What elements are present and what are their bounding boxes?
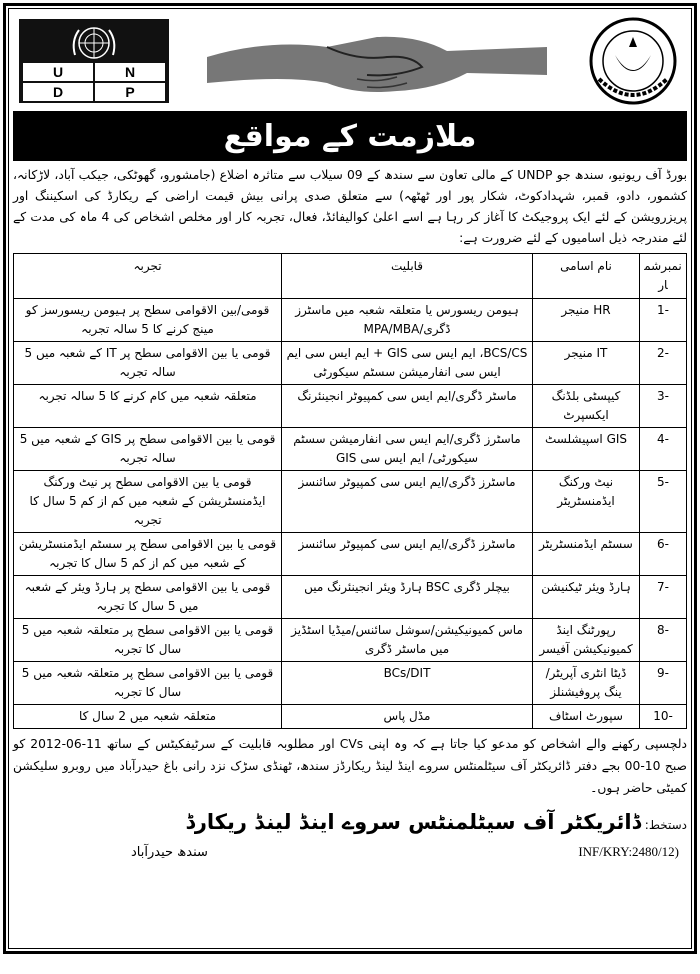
un-emblem-icon	[23, 25, 165, 61]
vacancies-table	[13, 253, 687, 729]
header-experience: تجربہ	[14, 254, 282, 299]
page-title: ملازمت کے مواقع	[13, 111, 687, 161]
logo-letter: U	[23, 63, 93, 81]
signatory-name: ڈائریکٹر آف سیٹلمنٹس سروے اینڈ لینڈ ریکارڈ	[185, 810, 641, 834]
post-cell: نیٹ ورکنگ ایڈمنسٹریٹر	[533, 471, 640, 533]
header-qualification: قابلیت	[282, 254, 533, 299]
table-row	[14, 662, 687, 705]
qualification-cell: ماسٹرز ڈگری/ایم ایس سی کمپیوٹر سائنسز	[282, 471, 533, 533]
experience-cell: قومی یا بین الاقوامی سطح پر IT کے شعبہ میں 5 سالہ تجربہ	[14, 342, 282, 385]
serial-cell: -8	[640, 619, 687, 662]
header-images	[13, 15, 687, 107]
sindh-government-seal	[585, 15, 681, 107]
experience-cell: قومی یا بین الاقوامی سطح پر سسٹم ایڈمنسٹریشن کے شعبہ میں کم از کم 5 سال کا تجربہ	[14, 533, 282, 576]
experience-cell: قومی یا بین الاقوامی سطح پر متعلقہ شعبہ میں 5 سال کا تجربہ	[14, 662, 282, 705]
qualification-cell: ماسٹر ڈگری/ایم ایس سی کمپیوٹر انجینئرنگ	[282, 385, 533, 428]
handshake-image	[207, 17, 547, 105]
qualification-cell: ہیومن ریسورس یا متعلقہ شعبہ میں ماسٹرز ڈگری/MPA/MBA	[282, 299, 533, 342]
table-row	[14, 385, 687, 428]
post-cell: GIS اسپیشلسٹ	[533, 428, 640, 471]
outer-border	[3, 3, 697, 954]
qualification-cell: BCs/DIT	[282, 662, 533, 705]
experience-cell: قومی یا بین الاقوامی سطح پر متعلقہ شعبہ میں 5 سال کا تجربہ	[14, 619, 282, 662]
post-cell: IT منیجر	[533, 342, 640, 385]
qualification-cell: ماسٹرز ڈگری/ایم ایس سی انفارمیشن سسٹم سیکورٹی/ ایم ایس سی GIS	[282, 428, 533, 471]
table-row	[14, 471, 687, 533]
table-row	[14, 576, 687, 619]
serial-cell: -6	[640, 533, 687, 576]
table-row	[14, 619, 687, 662]
header-serial: نمبرشمار	[640, 254, 687, 299]
post-cell: رپورٹنگ اینڈ کمیونیکیشن آفیسر	[533, 619, 640, 662]
table-row	[14, 533, 687, 576]
serial-cell: -2	[640, 342, 687, 385]
experience-cell: قومی یا بین الاقوامی سطح پر نیٹ ورکنگ ایڈمنسٹریشن کے شعبہ میں کم از کم 5 سال کا تجربہ	[14, 471, 282, 533]
serial-cell: -9	[640, 662, 687, 705]
logo-letter: N	[95, 63, 165, 81]
table-row	[14, 342, 687, 385]
experience-cell: قومی/بین الاقوامی سطح پر ہیومن ریسورسز کو مینج کرنے کا 5 سالہ تجربہ	[14, 299, 282, 342]
experience-cell: متعلقہ شعبہ میں 2 سال کا	[14, 705, 282, 729]
bottom-row	[13, 844, 687, 860]
reference-number: INF/KRY:2480/12)	[578, 844, 679, 859]
table-row	[14, 299, 687, 342]
post-cell: کیپسٹی بلڈنگ ایکسپرٹ	[533, 385, 640, 428]
experience-cell: قومی یا بین الاقوامی سطح پر ہارڈ ویئر کے شعبہ میں 5 سال کا تجربہ	[14, 576, 282, 619]
post-cell: سسٹم ایڈمنسٹریٹر	[533, 533, 640, 576]
post-cell: HR منیجر	[533, 299, 640, 342]
serial-cell: -1	[640, 299, 687, 342]
qualification-cell: BCS/CS، ایم ایس سی GIS + ایم ایس سی ایم ایس سی انفارمیشن سسٹم سیکورٹی	[282, 342, 533, 385]
inner-border	[8, 8, 692, 949]
undp-logo	[19, 19, 169, 103]
table-row	[14, 428, 687, 471]
table-row	[14, 705, 687, 729]
intro-paragraph: بورڈ آف ریونیو، سندھ جو UNDP کے مالی تعاون سے سندھ کے 09 سیلاب سے متاثرہ اضلاع (جامشورو، گھوٹکی، جیکب آباد، لاڑکانہ، کشمور، دادو، قمبر، شہدادکوٹ، شکار پور اور ٹھٹھہ) سے متعلق صدی پرانی بیش قیمت اراضی کے ریکارڈ کی اسکیننگ اور پریزرویشن کے لئے ایک پروجیکٹ کا آغاز کر رہا ہے اسے اعلیٰ کوالیفائڈ، فعال، تجربہ کار اور مخلص اشخاص کی 4 ماہ کی مدت کے لئے مندرجہ ذیل اسامیوں کے لئے ضرورت ہے:	[13, 168, 688, 245]
logo-letter: P	[95, 83, 165, 101]
qualification-cell: ماسٹرز ڈگری/ایم ایس سی کمپیوٹر سائنسز	[282, 533, 533, 576]
signature-prefix: دستخط:	[644, 818, 687, 832]
header-post: نام اسامی	[533, 254, 640, 299]
logo-letter: D	[23, 83, 93, 101]
experience-cell: قومی یا بین الاقوامی سطح پر GIS کے شعبہ میں 5 سالہ تجربہ	[14, 428, 282, 471]
qualification-cell: مڈل پاس	[282, 705, 533, 729]
signature-block	[13, 807, 687, 840]
qualification-cell: ماس کمیونیکیشن/سوشل سائنس/میڈیا اسٹڈیز میں ماسٹر ڈگری	[282, 619, 533, 662]
post-cell: ہارڈ ویئر ٹیکنیشن	[533, 576, 640, 619]
post-cell: سپورٹ اسٹاف	[533, 705, 640, 729]
experience-cell: متعلقہ شعبہ میں کام کرنے کا 5 سالہ تجربہ	[14, 385, 282, 428]
serial-cell: -7	[640, 576, 687, 619]
serial-cell: -10	[640, 705, 687, 729]
serial-cell: -4	[640, 428, 687, 471]
signatory-city: سندھ حیدرآباد	[131, 844, 208, 860]
post-cell: ڈیٹا انٹری آپریٹر/ ینگ پروفیشنلز	[533, 662, 640, 705]
instructions-paragraph: دلچسپی رکھنے والے اشخاص کو مدعو کیا جاتا ہے کہ وہ اپنی CVs اور مطلوبہ قابلیت کے سرٹیفکیٹس کے ساتھ 11-06-2012 کو صبح 10-00 بجے دفتر ڈائریکٹر آف سیٹلمنٹس سروے اینڈ لینڈ ریکارڈز سندھ، ٹھنڈی سڑک نزد رانی باغ حیدرآباد میں روبرو سلیکشن کمیٹی حاضر ہوں۔	[13, 737, 688, 795]
table-header-row	[14, 254, 687, 299]
serial-cell: -3	[640, 385, 687, 428]
qualification-cell: بیچلر ڈگری BSC ہارڈ ویئر انجینئرنگ میں	[282, 576, 533, 619]
serial-cell: -5	[640, 471, 687, 533]
